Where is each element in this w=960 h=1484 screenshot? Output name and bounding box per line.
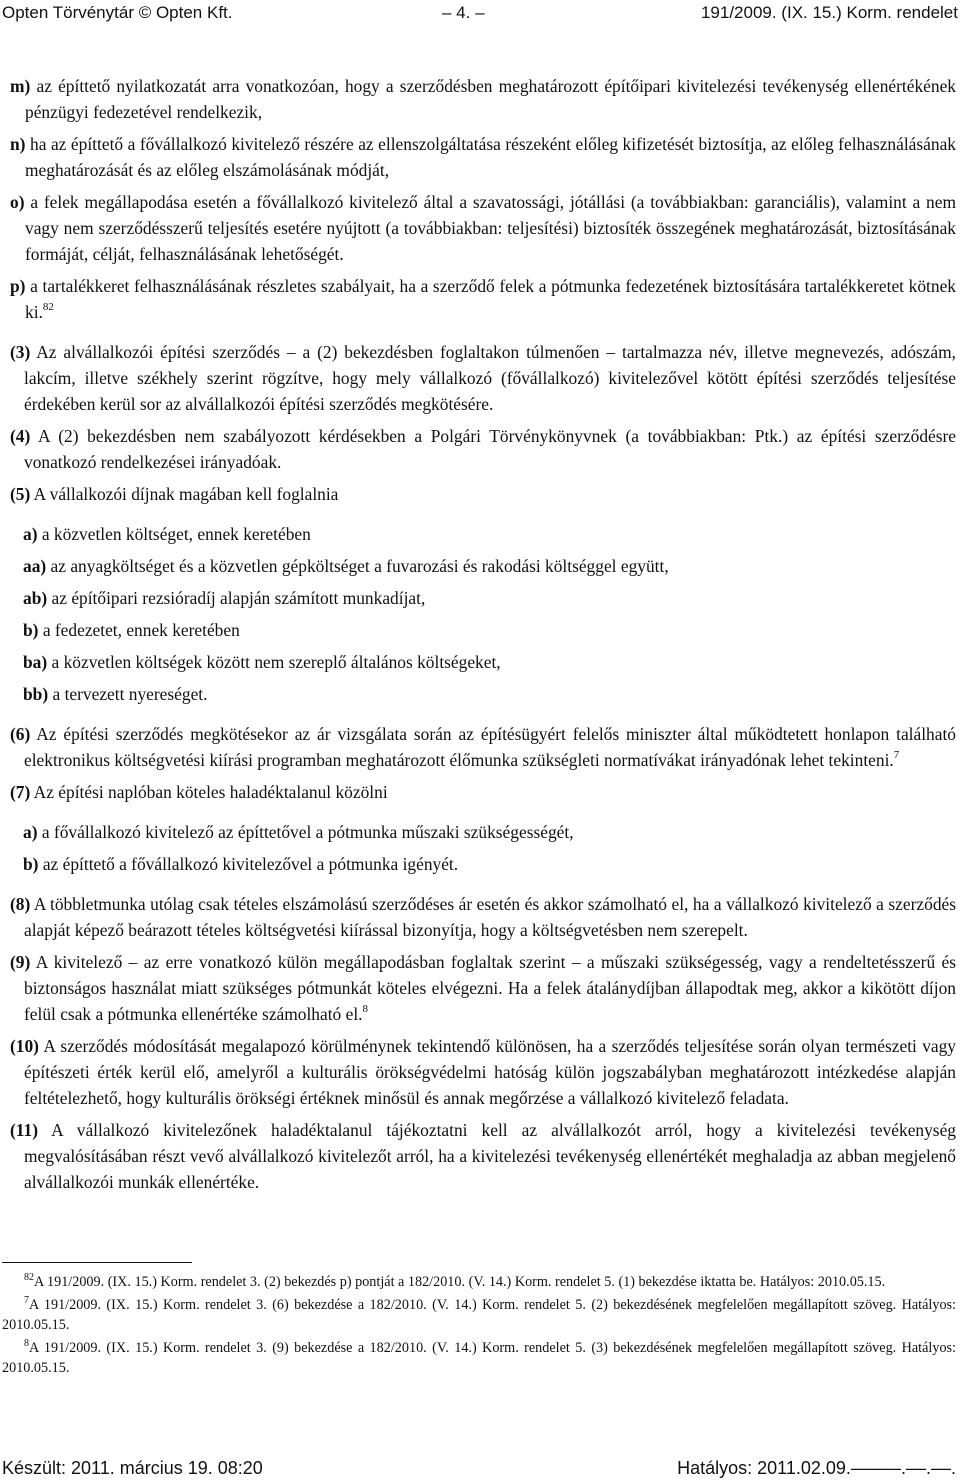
- page-footer: [0, 1458, 960, 1482]
- point-5-ab: ab) az építőipari rezsióradíj alapján számított munkadíjat,: [23, 588, 426, 608]
- paragraph-11: (11) A vállalkozó kivitelezőnek haladéktalanul tájékoztatni kell az alvállalkozót arról, hogy a kivitelezési tevékenység megvalósításában részt vevő alvállalkozó kivitelezőt arról, ha a kivitelezési tevékenység ellenértékét meghaladja az abban megjelenő alvállalkozói munkák ellenértéke.: [10, 1120, 956, 1192]
- footnote-divider: [2, 1262, 192, 1263]
- paragraph-7: (7) Az építési naplóban köteles haladéktalanul közölni: [10, 782, 388, 802]
- point-m: m) az építtető nyilatkozatát arra vonatkozóan, hogy a szerződésben meghatározott építőipari kivitelezési tevékenység ellenértékének pénzügyi fedezetével rendelkezik,: [10, 76, 957, 122]
- footer-effective: Hatályos: 2011.02.09.–––––.––.––.: [677, 1458, 956, 1478]
- header-document-title: 191/2009. (IX. 15.) Korm. rendelet: [700, 3, 958, 22]
- point-n: n) ha az építtető a fővállalkozó kivitelező részére az ellenszolgáltatása részeként előleg kifizetését biztosítja, az előleg felhasználásának meghatározását és az előleg elszámolásának módját,: [10, 134, 956, 180]
- footnotes: [2, 1272, 956, 1381]
- footnote-82: $^{82}$A 191/2009. (IX. 15.) Korm. rendelet 3. (2) bekezdés p) pontját a 182/2010. (V. 14.) Korm. rendelet 5. (1) bekezdése iktatta be. Hatályos: 2010.05.15.: [24, 1272, 886, 1290]
- point-5-b: b) a fedezetet, ennek keretében: [23, 620, 240, 640]
- paragraph-10: (10) A szerződés módosítását megalapozó körülménynek tekintendő különösen, ha a szerződés teljesítése során olyan természeti vagy építészeti érték kerül elő, amelyről a kulturális örökségvédelmi hatóság külön jogszabályban meghatározott intézkedése alapján feltételezhető, hogy kulturális örökségi értéknek minősül és annak megőrzése a vállalkozó kivitelező feladata.: [10, 1036, 957, 1108]
- point-7-a: a) a fővállalkozó kivitelező az építtetővel a pótmunka műszaki szükségességét,: [23, 822, 574, 842]
- point-5-ba: ba) a közvetlen költségek között nem szereplő általános költségeket,: [23, 652, 501, 672]
- paragraph-3: (3) Az alvállalkozói építési szerződés – a (2) bekezdésben foglaltakon túlmenően – tartalmazza név, illetve megnevezés, adószám, lakcím, illetve székhely szerint rögzítve, hogy mely vállalkozó (fővállalkozó) kivitelezővel kötött építési szerződés teljesítése érdekében kerül sor az alvállalkozói építési szerződés megkötésére.: [10, 342, 956, 414]
- paragraph-8: (8) A többletmunka utólag csak tételes elszámolású szerződéses ár esetén és akkor számolható el, ha a vállalkozó kivitelező a szerződés alapját képező beárazott tételes költségvetési kiírással bizonyítja, hogy a költségvetésben nem szerepelt.: [10, 894, 957, 940]
- header-page-number: – 4. –: [442, 3, 485, 22]
- paragraph-4: (4) A (2) bekezdésben nem szabályozott kérdésekben a Polgári Törvénykönyvnek (a továbbiakban: Ptk.) az építési szerződésre vonatkozó rendelkezései irányadóak.: [10, 426, 957, 472]
- document-body: [10, 73, 956, 1201]
- footnote-7: $^7$A 191/2009. (IX. 15.) Korm. rendelet 3. (6) bekezdése a 182/2010. (V. 14.) Korm. rendelet 5. (2) bekezdésének megfelelően megállapított szöveg. Hatályos: 2010.05.15.: [2, 1295, 956, 1333]
- point-o: o) a felek megállapodása esetén a fővállalkozó kivitelező által a szavatossági, jótállási (a továbbiakban: garanciális), valamint a nem vagy nem szerződésszerű teljesítés esetére nyújtott (a továbbiakban: teljesítési) biztosíték összegének meghatározását, biztosításának formáját, célját, felhasználásának lehetőségét.: [10, 192, 956, 264]
- footer-created: Készült: 2011. március 19. 08:20: [2, 1458, 263, 1478]
- point-5-a: a) a közvetlen költséget, ennek keretében: [23, 524, 311, 544]
- point-p: p) a tartalékkeret felhasználásának részletes szabályait, ha a szerződő felek a pótmunka fedezetének biztosítására tartalékkeretet kötnek ki.$^{82}$: [10, 276, 956, 322]
- footnote-ref-8[interactable]: 8: [362, 1003, 368, 1015]
- paragraph-6: (6) Az építési szerződés megkötésekor az ár vizsgálata során az építésügyért felelős miniszter által működtetett honlapon található elektronikus költségvetési kiírási programban meghatározott élőmunka szükségleti normatívákat irányadónak lehet tekinteni.$^7$: [10, 724, 956, 770]
- point-7-b: b) az építtető a fővállalkozó kivitelezővel a pótmunka igényét.: [23, 854, 459, 874]
- header-publisher: Opten Törvénytár © Opten Kft.: [2, 3, 233, 22]
- point-5-aa: aa) az anyagköltséget és a közvetlen gépköltséget a fuvarozási és rakodási költséggel együtt,: [23, 556, 669, 576]
- paragraph-5: (5) A vállalkozói díjnak magában kell foglalnia: [10, 484, 339, 504]
- footnote-ref-7[interactable]: 7: [893, 749, 900, 761]
- footnote-ref-82[interactable]: 82: [42, 301, 54, 313]
- footnote-8: $^8$A 191/2009. (IX. 15.) Korm. rendelet 3. (9) bekezdése a 182/2010. (V. 14.) Korm. rendelet 5. (3) bekezdésének megfelelően megállapított szöveg. Hatályos: 2010.05.15.: [2, 1338, 956, 1376]
- paragraph-9: (9) A kivitelező – az erre vonatkozó külön megállapodásban foglaltak szerint – a műszaki szükségesség, vagy a rendeltetésszerű és biztonságos használat miatt szükséges pótmunkát köteles elvégezni. Ha a felek átalánydíjban állapodtak meg, akkor a kikötött díjon felül csak a pótmunka ellenértéke számolható el.$^8$: [10, 952, 957, 1024]
- point-5-bb: bb) a tervezett nyereséget.: [23, 684, 208, 704]
- page-header: [0, 3, 960, 25]
